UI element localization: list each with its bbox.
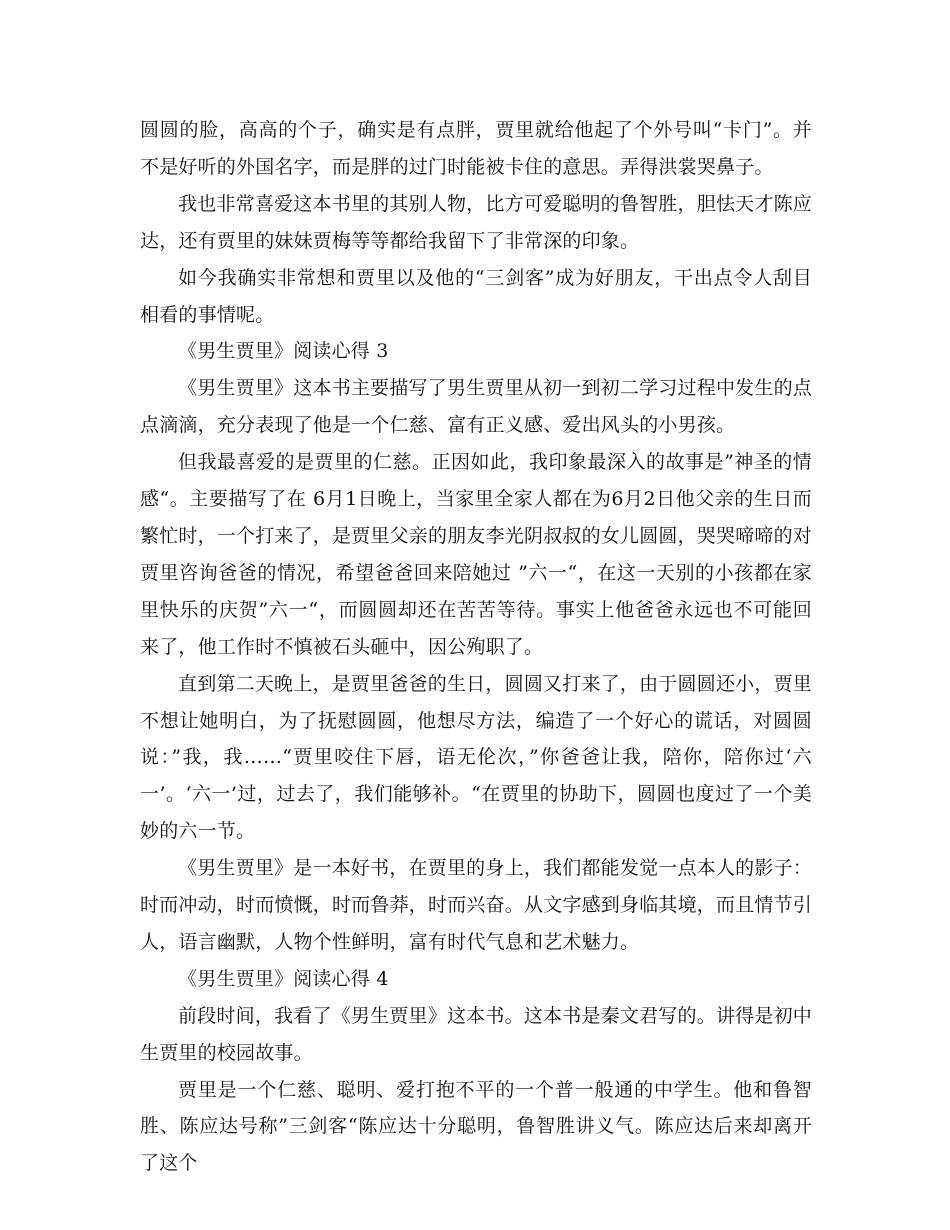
paragraph-continuation: 圆圆的脸，高高的个子，确实是有点胖，贾里就给他起了个外号叫“卡门”。并不是好听的外国名字，而是胖的过门时能被卡住的意思。弄得洪裳哭鼻子。	[140, 119, 812, 178]
section-heading: 《男生贾里》阅读心得 4	[178, 967, 389, 990]
paragraph: 但我最喜爱的是贾里的仁慈。正因如此，我印象最深入的故事是”神圣的情感“。主要描写了在 6月1日晚上，当家里全家人都在为6月2日他父亲的生日而繁忙时，一个打来了，是贾里父亲的朋友李光阴叔叔的女儿圆圆，哭哭啼啼的对贾里咨询爸爸的情况，希望爸爸回来陪她过 ”六一“，在这一天别的小孩都在家里快乐的庆贺”六一“，而圆圆却还在苦苦等待。事实上他爸爸永远也不可能回来了，他工作时不慎被石头砸中，因公殉职了。	[140, 451, 813, 658]
paragraph: 贾里是一个仁慈、聪明、爱打抱不平的一个普一般通的中学生。他和鲁智胜、陈应达号称”三剑客“陈应达十分聪明，鲁智胜讲义气。陈应达后来却离开了这个	[140, 1078, 812, 1175]
paragraph: 我也非常喜爱这本书里的其别人物，比方可爱聪明的鲁智胜，胆怯天才陈应达，还有贾里的妹妹贾梅等等都给我留下了非常深的印象。	[140, 192, 812, 252]
paragraph: 如今我确实非常想和贾里以及他的“三剑客”成为好朋友，干出点令人刮目相看的事情呢。	[140, 266, 812, 326]
paragraph: 直到第二天晚上，是贾里爸爸的生日，圆圆又打来了，由于圆圆还小，贾里不想让她明白，为了抚慰圆圆，他想尽方法，编造了一个好心的谎话，对圆圆说：”我，我……“贾里咬住下唇，语无伦次，”你爸爸让我，陪你，陪你过‘六一’。‘六一’过，过去了，我们能够补。“在贾里的协助下，圆圆也度过了一个美妙的六一节。	[140, 672, 812, 843]
paragraph: 《男生贾里》是一本好书，在贾里的身上，我们都能发觉一点本人的影子：时而冲动，时而愤慨，时而鲁莽，时而兴奋。从文字感到身临其境，而且情节引人，语言幽默，人物个性鲜明，富有时代气息和艺术魅力。	[140, 857, 813, 953]
paragraph: 《男生贾里》这本书主要描写了男生贾里从初一到初二学习过程中发生的点点滴滴，充分表现了他是一个仁慈、富有正义感、爱出风头的小男孩。	[140, 377, 812, 437]
section-heading: 《男生贾里》阅读心得 3	[178, 340, 389, 363]
document-body	[140, 112, 812, 1182]
paragraph: 前段时间，我看了《男生贾里》这本书。这本书是秦文君写的。讲得是初中生贾里的校园故事。	[140, 1004, 812, 1064]
